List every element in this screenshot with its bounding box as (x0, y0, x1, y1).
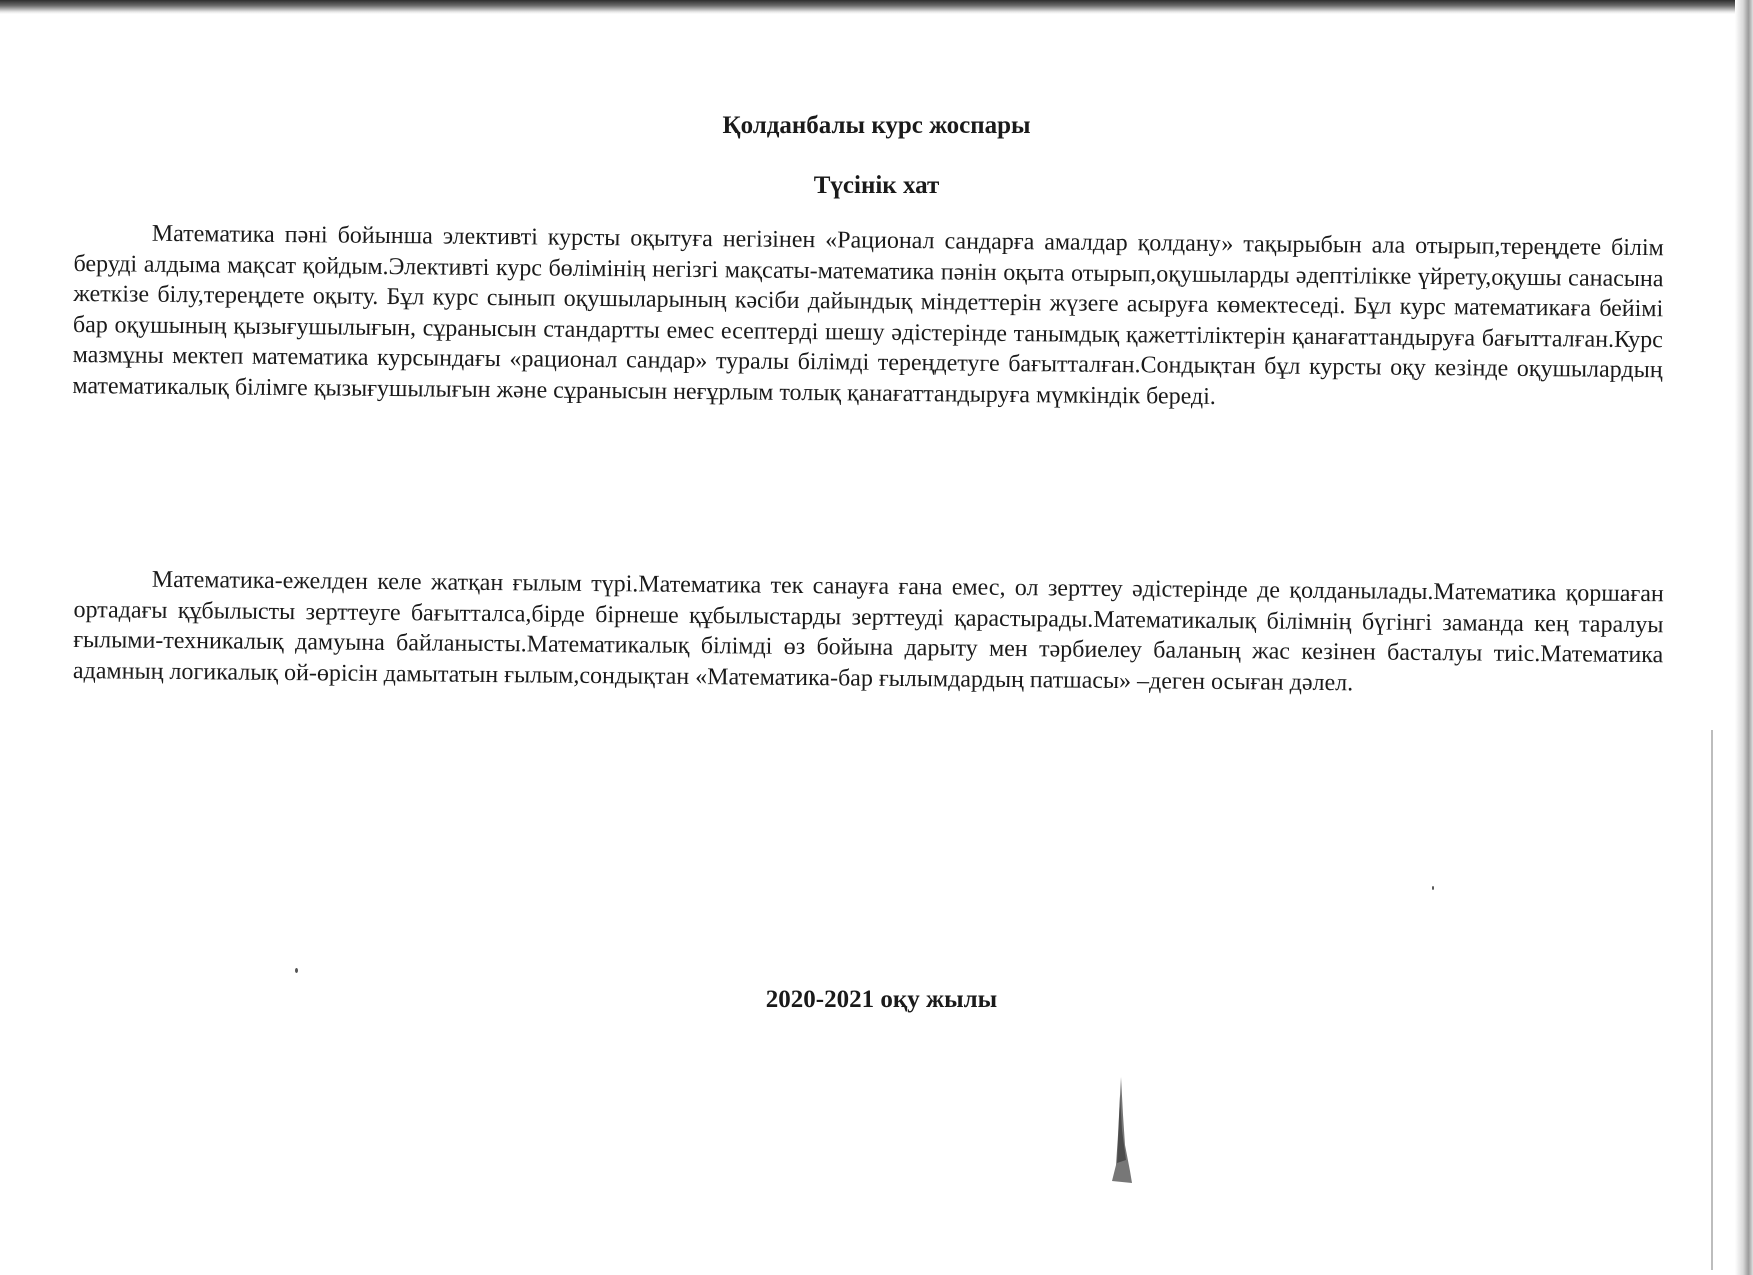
scan-speck (1432, 886, 1434, 890)
paragraph-1: Математика пәні бойынша элективті курсты оқытуға негізінен «Рационал сандарға амалдар қолдану» тақырыбын ала отырып,тереңдете білім беруді алдыма мақсат қойдым.Элективті курс бөлімінің негізгі мақсаты-математика пәнін оқыта отырып,оқушыларды әдептілікке үйрету,оқушы санасына жеткізе білу,тереңдете оқыту. Бұл курс сынып оқушыларының кәсіби дайындық міндеттерін жүзеге асыруға көмектеседі. Бұл курс математикаға бейімі бар оқушының қызығушылығын, сұранысын стандартты емес есептерді шешу әдістерінде танымдық қажеттіліктерін қанағаттандыруға бағытталған.Курс мазмұны мектеп математика курсындағы «рационал сандар» туралы білімді тереңдетуге бағытталған.Сондықтан бұл курсты оқу кезінде оқушылардың математикалық білімге қызығушылығын және сұранысын неғұрлым толық қанағаттандыруға мүмкіндік береді. (72, 220, 1664, 410)
academic-year: 2020-2021 оқу жылы (765, 986, 998, 1013)
document-subtitle: Түсінік хат (813, 172, 940, 199)
document-title: Қолданбалы курс жоспары (722, 112, 1031, 139)
paragraph-2: Математика-ежелден келе жатқан ғылым түрі.Математика тек санауға ғана емес, ол зерттеу әдістерінде де қолданылады.Математика қоршаған ортадағы құбылысты зерттеуге бағытталса,бірде бірнеше құбылыстарды зерттеуді қарастырады.Математикалық білімнің бүгінгі заманда кең таралуы ғылыми-техникалық дамуына байланысты.Математикалық білімді өз бойына дарыту мен тәрбиелеу баланың жас кезінен басталуы тиіс.Математика адамның логикалық ой-өрісін дамытатын ғылым,сондықтан «Математика-бар ғылымдардың патшасы» –деген осыған дәлел. (72, 566, 1664, 696)
ink-smudge-mark (1108, 1075, 1134, 1185)
scan-speck (295, 968, 298, 973)
